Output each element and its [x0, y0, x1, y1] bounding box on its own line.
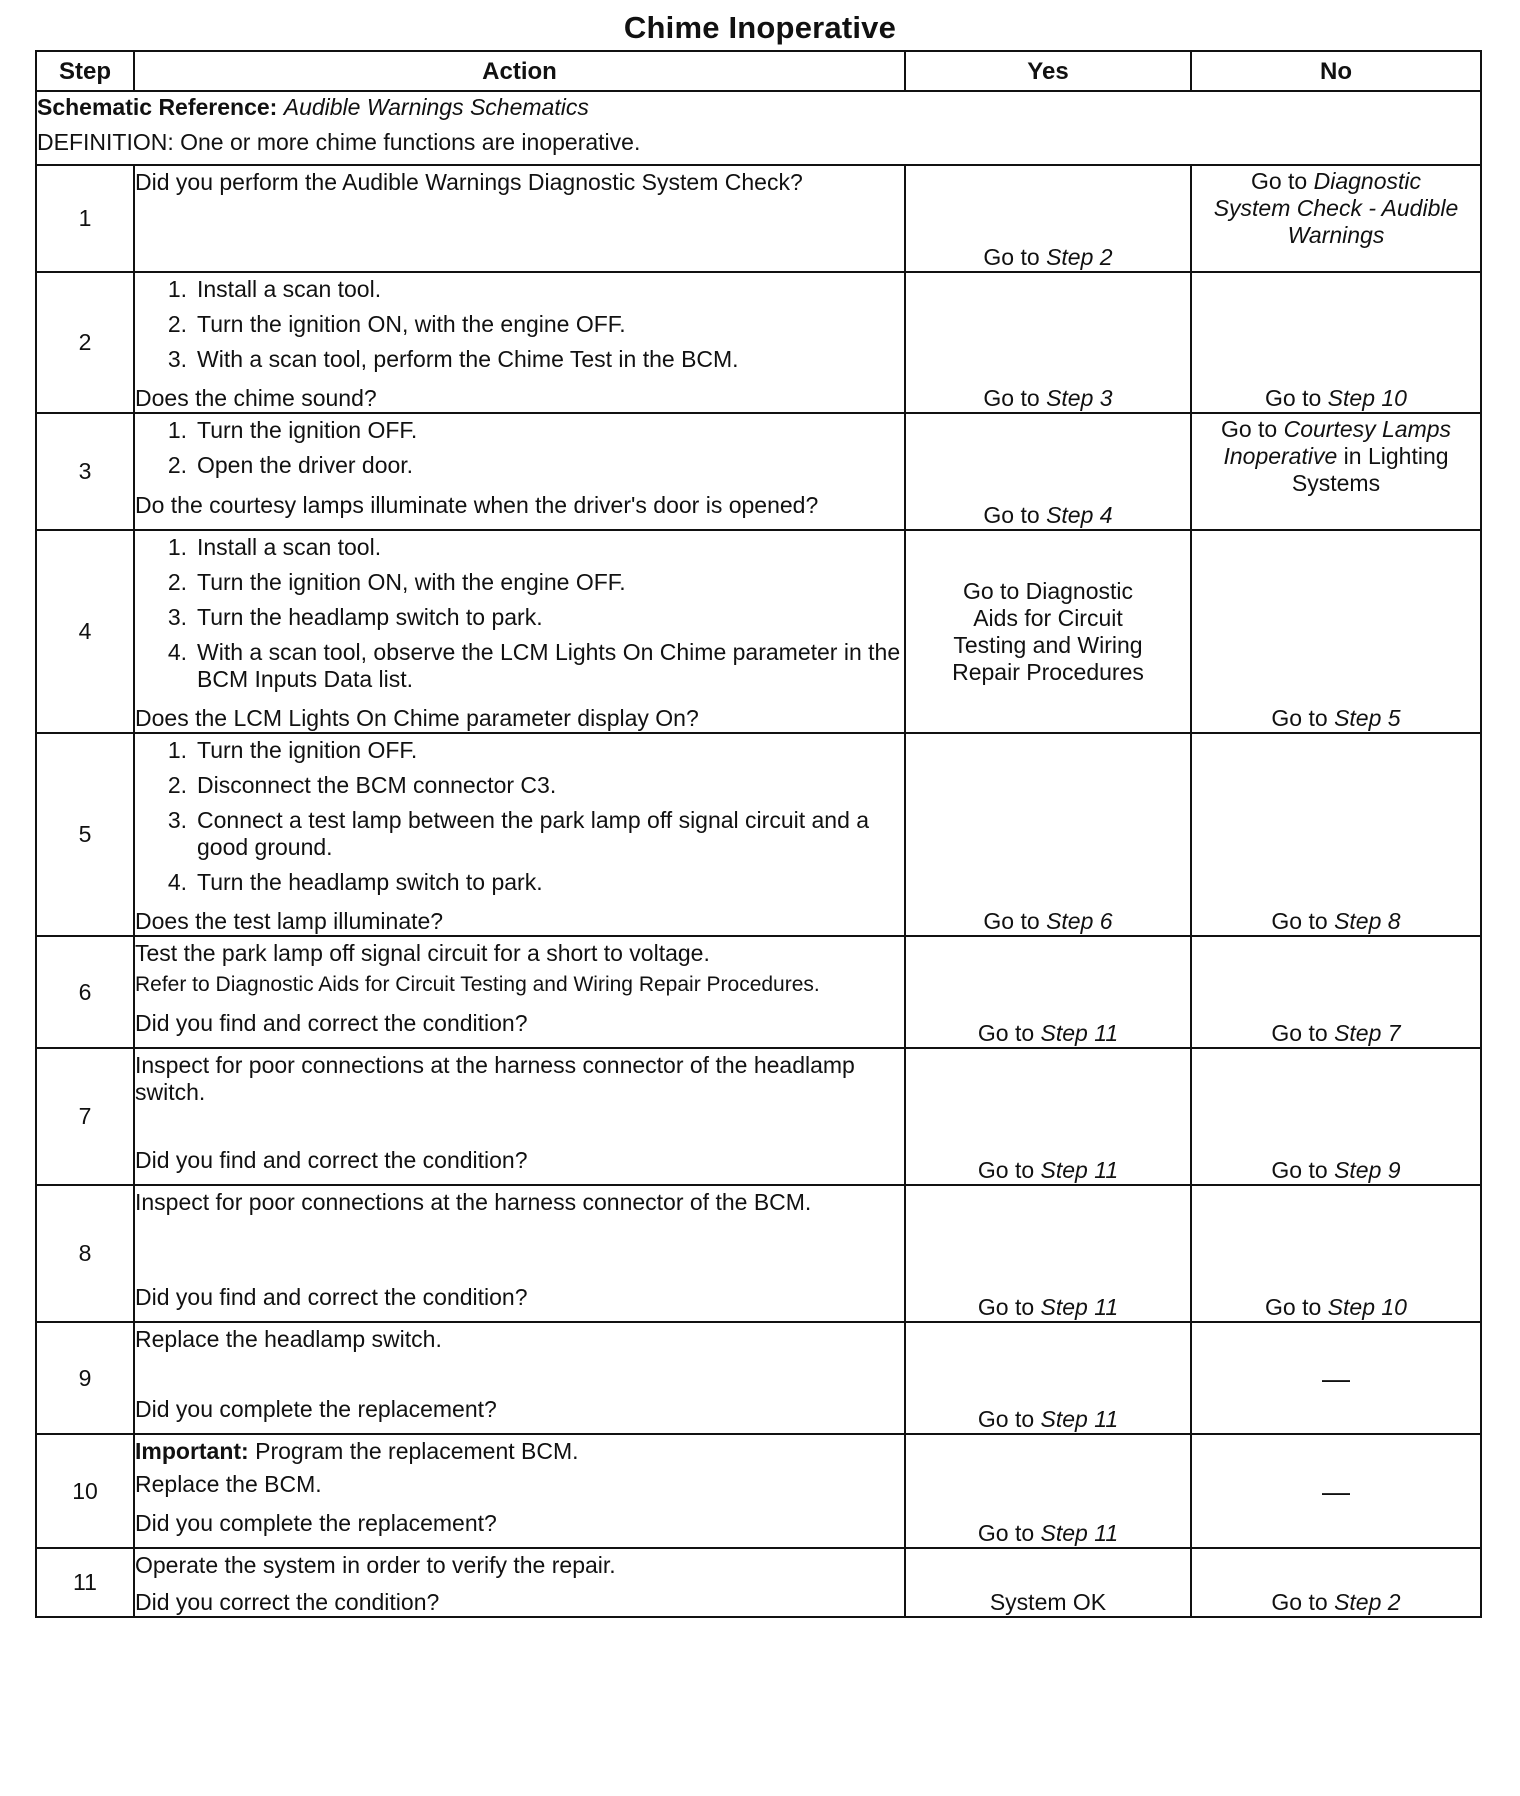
action-text: Test the park lamp off signal circuit for a short to voltage.: [135, 940, 710, 966]
yes-cell: [905, 1548, 1191, 1617]
action-cell: [134, 1548, 905, 1617]
no-step-link[interactable]: Step 5: [1334, 705, 1401, 731]
yes-cell: [905, 530, 1191, 733]
action-cell: [134, 1048, 905, 1185]
action-cell: [134, 530, 905, 733]
yes-prefix: Go to: [977, 1406, 1041, 1432]
action-step-number: 2.: [167, 772, 187, 798]
header-row: [36, 51, 1481, 91]
step-row: [36, 733, 1481, 936]
action-step: [135, 772, 904, 799]
step-row: [36, 936, 1481, 1048]
yes-cell: [905, 413, 1191, 530]
action-steps-list: [135, 276, 904, 373]
action-cell: [134, 1322, 905, 1434]
yes-cell: [905, 936, 1191, 1048]
action-step: [135, 604, 904, 631]
action-cell: [134, 165, 905, 272]
header-yes: Yes: [905, 51, 1191, 91]
no-result: [1192, 414, 1480, 499]
action-step: [135, 807, 904, 861]
action-step-text: Turn the headlamp switch to park.: [197, 869, 543, 895]
action-reference-text: Refer to Diagnostic Aids for Circuit Testing and Wiring Repair Procedures.: [135, 973, 820, 996]
step-row: [36, 1322, 1481, 1434]
action-step-text: Turn the ignition OFF.: [197, 417, 418, 443]
no-prefix: Go to: [1271, 1157, 1335, 1183]
no-suffix: in Lighting Systems: [1291, 443, 1449, 496]
no-prefix: Go to: [1265, 385, 1328, 411]
yes-step-link[interactable]: Step 4: [1046, 502, 1113, 528]
action-question: Did you find and correct the condition?: [135, 1284, 528, 1310]
no-result: [1192, 166, 1480, 251]
action-step: [135, 346, 904, 373]
action-step-number: 3.: [167, 807, 187, 833]
yes-prefix: Go to: [977, 1157, 1041, 1183]
no-cell: [1191, 272, 1481, 413]
action-step-text: With a scan tool, perform the Chime Test in the BCM.: [197, 346, 739, 372]
no-result: —: [1322, 1362, 1350, 1394]
step-row: [36, 1048, 1481, 1185]
step-row: [36, 272, 1481, 413]
step-number: 10: [36, 1434, 134, 1548]
header-step: Step: [36, 51, 134, 91]
yes-cell: [905, 272, 1191, 413]
no-step-link[interactable]: Step 7: [1334, 1020, 1401, 1046]
no-result: [1192, 705, 1480, 732]
schematic-reference-link[interactable]: Audible Warnings Schematics: [283, 94, 589, 120]
diagnostic-table: [35, 50, 1482, 1618]
reference-cell: [36, 91, 1481, 165]
no-result: [1192, 908, 1480, 935]
yes-step-link[interactable]: Step 11: [1040, 1520, 1119, 1546]
yes-result: [906, 244, 1190, 271]
yes-prefix: Go to: [983, 908, 1047, 934]
action-question: Did you complete the replacement?: [135, 1396, 497, 1422]
yes-cell: [905, 165, 1191, 272]
no-cell: [1191, 1048, 1481, 1185]
step-row: [36, 1185, 1481, 1322]
yes-step-link[interactable]: Step 11: [1040, 1294, 1119, 1320]
action-question: Does the test lamp illuminate?: [135, 908, 444, 934]
schematic-reference-label: Schematic Reference:: [37, 94, 278, 120]
action-steps-list: [135, 737, 904, 896]
action-question: Does the LCM Lights On Chime parameter display On?: [135, 705, 699, 731]
action-cell: [134, 936, 905, 1048]
no-result: [1192, 1589, 1480, 1616]
yes-step-link[interactable]: Step 2: [1046, 244, 1113, 270]
no-cell: [1191, 413, 1481, 530]
yes-cell: [905, 733, 1191, 936]
action-cell: [134, 1185, 905, 1322]
step-number: 1: [36, 165, 134, 272]
no-step-link[interactable]: Courtesy Lamps Inoperative: [1223, 416, 1452, 469]
yes-result: [906, 1294, 1190, 1321]
step-number: 11: [36, 1548, 134, 1617]
action-step-text: Disconnect the BCM connector C3.: [197, 772, 557, 798]
action-step-text: With a scan tool, observe the LCM Lights On Chime parameter in the BCM Inputs Data list.: [197, 639, 901, 692]
step-row: [36, 1548, 1481, 1617]
yes-result: [906, 1157, 1190, 1184]
action-step-number: 1.: [167, 417, 187, 443]
yes-step-link[interactable]: Step 11: [1040, 1020, 1119, 1046]
no-result: [1192, 1294, 1480, 1321]
no-prefix: Go to: [1250, 168, 1314, 194]
action-text: Did you perform the Audible Warnings Diagnostic System Check?: [135, 169, 803, 195]
step-number: 2: [36, 272, 134, 413]
action-text: Replace the headlamp switch.: [135, 1326, 442, 1352]
yes-result: [906, 502, 1190, 529]
step-row: [36, 413, 1481, 530]
no-cell: [1191, 936, 1481, 1048]
action-question: Did you find and correct the condition?: [135, 1147, 528, 1173]
action-step-number: 2.: [167, 569, 187, 595]
no-cell: [1191, 165, 1481, 272]
action-question: Do the courtesy lamps illuminate when the driver's door is opened?: [135, 492, 819, 518]
yes-result: [906, 1520, 1190, 1547]
yes-prefix: Go to: [977, 1020, 1041, 1046]
step-number: 9: [36, 1322, 134, 1434]
action-step-number: 4.: [167, 639, 187, 665]
definition-text: DEFINITION: One or more chime functions are inoperative.: [37, 129, 641, 155]
action-step: [135, 311, 904, 338]
action-step: [135, 452, 904, 479]
action-question: Did you find and correct the condition?: [135, 1010, 528, 1036]
yes-prefix: Go to: [977, 1294, 1041, 1320]
no-result: [1192, 385, 1480, 412]
no-prefix: Go to: [1271, 1589, 1335, 1615]
no-prefix: Go to: [1271, 705, 1335, 731]
action-step-number: 4.: [167, 869, 187, 895]
action-step-text: Turn the ignition OFF.: [197, 737, 418, 763]
yes-result: System OK: [989, 1589, 1107, 1615]
yes-step-link[interactable]: Step 11: [1040, 1406, 1119, 1432]
yes-cell: [905, 1185, 1191, 1322]
action-step-text: Open the driver door.: [197, 452, 414, 478]
action-step-text: Install a scan tool.: [197, 276, 382, 302]
step-number: 8: [36, 1185, 134, 1322]
action-step-text: Turn the headlamp switch to park.: [197, 604, 543, 630]
action-step: [135, 276, 904, 303]
no-result: [1192, 1157, 1480, 1184]
yes-result: [906, 908, 1190, 935]
action-question: Did you correct the condition?: [135, 1589, 440, 1615]
yes-result[interactable]: Go to Diagnostic Aids for Circuit Testing and Wiring Repair Procedures: [952, 577, 1144, 685]
no-step-link[interactable]: Step 9: [1334, 1157, 1401, 1183]
action-step: [135, 569, 904, 596]
action-cell: [134, 272, 905, 413]
action-steps-list: [135, 534, 904, 693]
yes-cell: [905, 1048, 1191, 1185]
yes-step-link[interactable]: Step 3: [1046, 385, 1113, 411]
yes-step-link[interactable]: Step 6: [1046, 908, 1113, 934]
action-step-text: Install a scan tool.: [197, 534, 382, 560]
action-step-number: 3.: [167, 604, 187, 630]
no-prefix: Go to: [1220, 416, 1284, 442]
step-number: 4: [36, 530, 134, 733]
no-step-link[interactable]: Step 10: [1327, 1294, 1407, 1320]
reference-row: [36, 91, 1481, 165]
action-step: [135, 869, 904, 896]
no-prefix: Go to: [1271, 1020, 1335, 1046]
action-step: [135, 417, 904, 444]
no-cell: [1191, 1322, 1481, 1434]
important-text: Program the replacement BCM.: [248, 1438, 579, 1464]
action-step: [135, 534, 904, 561]
step-row: [36, 165, 1481, 272]
step-row: [36, 1434, 1481, 1548]
important-label: Important:: [135, 1438, 249, 1464]
action-step-text: Turn the ignition ON, with the engine OFF.: [197, 311, 626, 337]
action-step-number: 1.: [167, 534, 187, 560]
no-cell: [1191, 1185, 1481, 1322]
action-step-number: 3.: [167, 346, 187, 372]
page-title: Chime Inoperative: [623, 10, 897, 45]
action-cell: [134, 1434, 905, 1548]
action-cell: [134, 413, 905, 530]
no-step-link[interactable]: Step 2: [1334, 1589, 1401, 1615]
action-step-number: 1.: [167, 737, 187, 763]
no-step-link[interactable]: Diagnostic System Check - Audible Warnings: [1213, 168, 1459, 248]
no-step-link[interactable]: Step 8: [1334, 908, 1401, 934]
action-step-number: 2.: [167, 452, 187, 478]
important-note: [135, 1438, 904, 1465]
yes-result: [906, 385, 1190, 412]
action-step: [135, 737, 904, 764]
action-text: Operate the system in order to verify the repair.: [135, 1552, 616, 1578]
action-steps-list: [135, 417, 904, 479]
yes-prefix: Go to: [983, 244, 1047, 270]
no-cell: [1191, 530, 1481, 733]
header-action: Action: [134, 51, 905, 91]
schematic-reference: [37, 94, 1480, 121]
action-step-number: 1.: [167, 276, 187, 302]
step-number: 7: [36, 1048, 134, 1185]
step-number: 3: [36, 413, 134, 530]
step-number: 5: [36, 733, 134, 936]
yes-result: [906, 1406, 1190, 1433]
action-text: Replace the BCM.: [135, 1471, 322, 1497]
yes-cell: [905, 1322, 1191, 1434]
action-step-text: Connect a test lamp between the park lamp off signal circuit and a good ground.: [197, 807, 870, 860]
yes-cell: [905, 1434, 1191, 1548]
step-number: 6: [36, 936, 134, 1048]
action-step: [135, 639, 904, 693]
no-cell: [1191, 733, 1481, 936]
yes-prefix: Go to: [983, 385, 1047, 411]
no-prefix: Go to: [1271, 908, 1335, 934]
yes-prefix: Go to: [977, 1520, 1041, 1546]
no-step-link[interactable]: Step 10: [1327, 385, 1407, 411]
no-cell: [1191, 1548, 1481, 1617]
action-question: Does the chime sound?: [135, 385, 377, 411]
action-question: Did you complete the replacement?: [135, 1510, 497, 1536]
step-row: [36, 530, 1481, 733]
header-no: No: [1191, 51, 1481, 91]
action-step-number: 2.: [167, 311, 187, 337]
no-result: [1192, 1020, 1480, 1047]
yes-result: [906, 1020, 1190, 1047]
no-cell: [1191, 1434, 1481, 1548]
action-text: Inspect for poor connections at the harness connector of the headlamp switch.: [135, 1052, 855, 1105]
yes-prefix: Go to: [983, 502, 1047, 528]
no-prefix: Go to: [1265, 1294, 1328, 1320]
no-result: —: [1322, 1475, 1350, 1507]
action-text: Inspect for poor connections at the harness connector of the BCM.: [135, 1189, 812, 1215]
yes-step-link[interactable]: Step 11: [1040, 1157, 1119, 1183]
action-cell: [134, 733, 905, 936]
action-step-text: Turn the ignition ON, with the engine OFF.: [197, 569, 626, 595]
